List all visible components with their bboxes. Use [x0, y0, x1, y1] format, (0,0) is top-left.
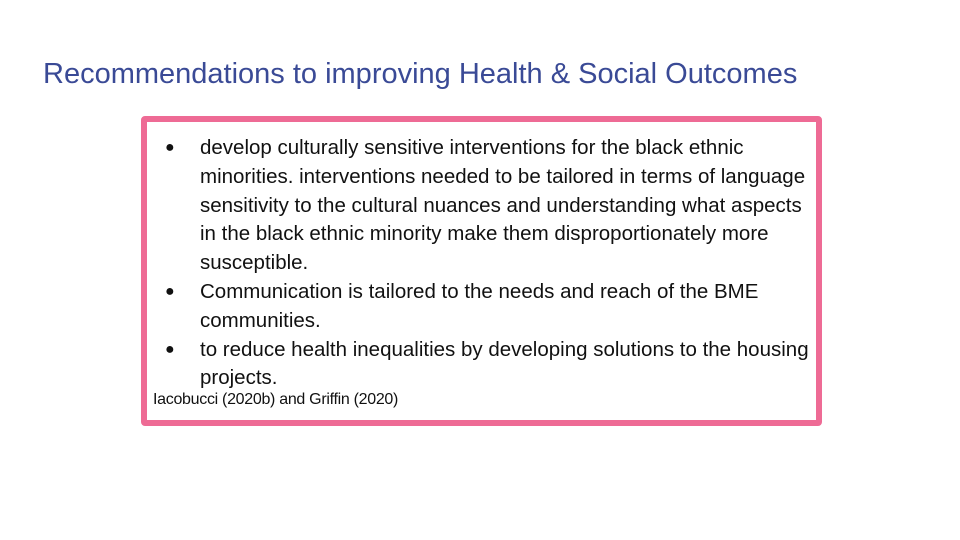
bullet-icon: ●: [165, 282, 175, 300]
list-item-text: Communication is tailored to the needs and reach of the BME communities.: [200, 279, 759, 332]
citation: Iacobucci (2020b) and Griffin (2020): [153, 391, 399, 408]
recommendations-list: [147, 134, 810, 393]
bullet-icon: ●: [165, 139, 175, 156]
list-item-text: develop culturally sensitive interventions for the black ethnic minorities. interventions needed to be tailored in terms of language sensitivity to the cultural nuances and understanding what aspects in the black ethnic minority make them disproportionately more susceptible.: [200, 136, 806, 275]
list-item: [147, 336, 810, 394]
list-item: [147, 278, 810, 336]
list-item-text: to reduce health inequalities by developing solutions to the housing projects.: [200, 337, 809, 390]
bullet-icon: ●: [165, 340, 175, 358]
slide-title: Recommendations to improving Health & Social Outcomes: [43, 58, 798, 90]
recommendations-box: [141, 116, 822, 426]
list-item: [147, 134, 810, 278]
